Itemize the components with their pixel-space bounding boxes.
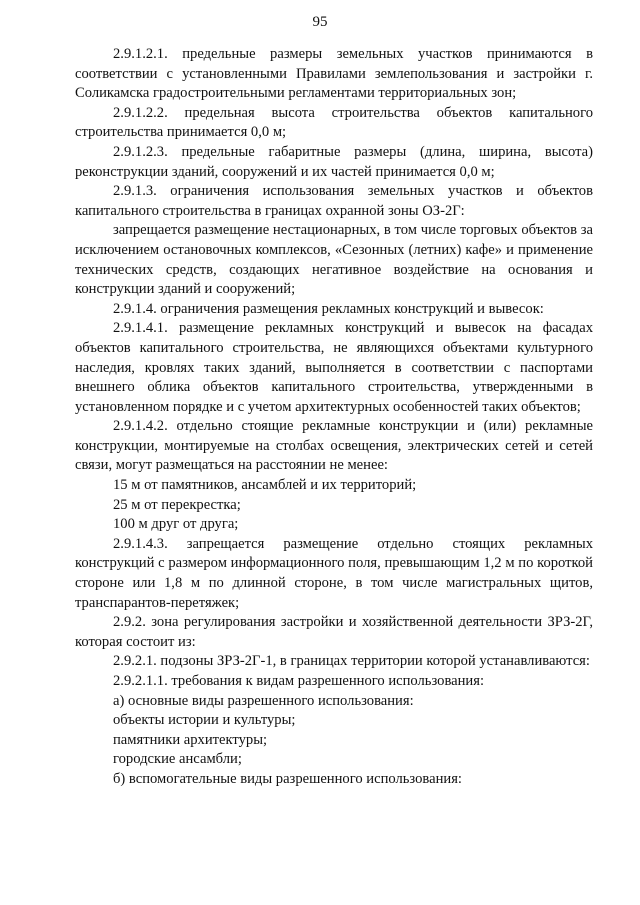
list-item-city-ensembles: городские ансамбли; xyxy=(113,751,242,768)
list-item-distance-monuments: 15 м от памятников, ансамблей и их территорий; xyxy=(113,477,417,494)
paragraph-2-9-1-3: 2.9.1.3. ограничения использования земельных участков и объектов капитального строительства в границах охранной зоны ОЗ-2Г: xyxy=(75,183,593,219)
paragraph-2-9-2-1-1: 2.9.2.1.1. требования к видам разрешенного использования: xyxy=(113,673,485,689)
paragraph-2-9-1-2-2: 2.9.1.2.2. предельная высота строительства объектов капитального строительства принимается 0,0 м; xyxy=(75,104,593,141)
paragraph-2-9-2: 2.9.2. зона регулирования застройки и хозяйственной деятельности ЗРЗ-2Г, которая состоит из: xyxy=(75,614,593,650)
paragraph-2-9-1-4-2: 2.9.1.4.2. отдельно стоящие рекламные конструкции и (или) рекламные конструкции, монтируемые на столбах освещения, электрических сетей и сетей связи, могут размещаться на расстоянии не менее: xyxy=(75,418,593,474)
paragraph-2-9-2-1: 2.9.2.1. подзоны ЗРЗ-2Г-1, в границах территории которой устанавливаются: xyxy=(113,653,590,670)
list-item-main-uses: а) основные виды разрешенного использования: xyxy=(113,692,414,709)
list-item-distance-crossroad: 25 м от перекрестка; xyxy=(113,496,241,513)
paragraph-2-9-1-2-3: 2.9.1.2.3. предельные габаритные размеры (длина, ширина, высота) реконструкции зданий, сооружений и их частей принимается 0,0 м; xyxy=(75,143,593,180)
paragraph-prohibition: запрещается размещение нестационарных, в том числе торговых объектов за исключением остановочных комплексов, «Сезонных (летних) кафе» и применение технических средств, создающих негативное воздействие на основания и конструкции зданий и сооружений; xyxy=(75,222,593,298)
paragraph-2-9-1-4-3: 2.9.1.4.3. запрещается размещение отдельно стоящих рекламных конструкций с размером информационного поля, превышающим 1,2 м по короткой стороне или 1,8 м по длинной стороне, в том числе магистральных щитов, транспарантов-перетяжек; xyxy=(75,535,593,611)
list-item-distance-each-other: 100 м друг от друга; xyxy=(113,516,239,533)
paragraph-2-9-1-4: 2.9.1.4. ограничения размещения рекламных конструкций и вывесок: xyxy=(113,300,544,317)
paragraph-2-9-1-4-1: 2.9.1.4.1. размещение рекламных конструкций и вывесок на фасадах объектов капитального строительства, не являющихся объектами культурного наследия, кровлях таких зданий, выполняется в соответствии с паспортами внешнего облика объектов капитального строительства, утвержденными в установленном порядке и с учетом архитектурных особенностей таких объектов; xyxy=(75,320,593,415)
document-body xyxy=(75,45,593,790)
list-item-architecture-monuments: памятники архитектуры; xyxy=(113,731,268,748)
list-item-auxiliary-uses: б) вспомогательные виды разрешенного использования: xyxy=(113,770,462,787)
page-number: 95 xyxy=(312,14,328,30)
paragraph-2-9-1-2-1: 2.9.1.2.1. предельные размеры земельных участков принимаются в соответствии с установленными Правилами землепользования и застройки г. Соликамска градостроительными регламентами территориальных зон; xyxy=(75,46,593,102)
list-item-history-culture: объекты истории и культуры; xyxy=(113,712,296,729)
